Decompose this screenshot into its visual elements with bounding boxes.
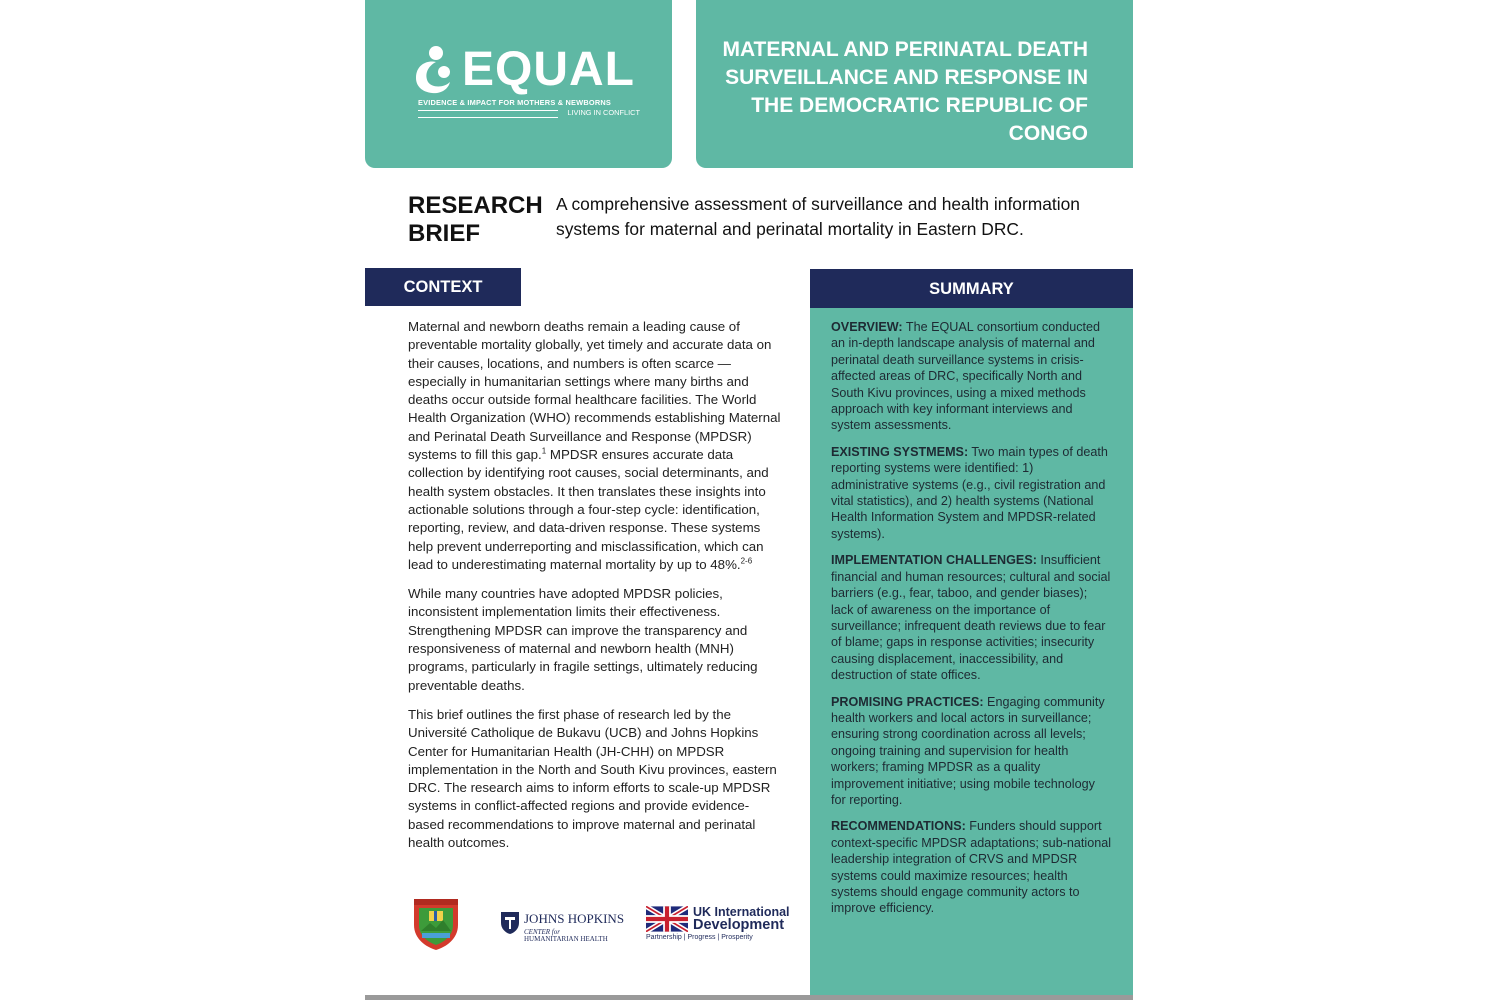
research-brief-label — [408, 192, 543, 248]
summary-label: PROMISING PRACTICES: — [831, 694, 984, 709]
jh-name: JOHNS HOPKINS — [524, 911, 625, 926]
ucb-crest-icon — [412, 895, 460, 951]
context-body — [408, 318, 784, 863]
summary-label: EXISTING SYSTMEMS: — [831, 444, 969, 459]
brief-label-line1: RESEARCH — [408, 192, 543, 219]
brief-label-line2: BRIEF — [408, 220, 480, 247]
johns-hopkins-logo — [500, 909, 625, 943]
context-paragraph-2: While many countries have adopted MPDSR policies, inconsistent implementation limits their effectiveness. Strengthening MPDSR can improve the transparency and responsiveness of maternal and newborn health (MNH) programs, particularly in fragile settings, ultimately reducing preventable deaths. — [408, 586, 758, 693]
summary-label: IMPLEMENTATION CHALLENGES: — [831, 553, 1037, 568]
summary-label: OVERVIEW: — [831, 320, 903, 334]
uk-tagline: Partnership | Progress | Prosperity — [646, 934, 753, 941]
logo-wordmark: EQUAL — [462, 43, 635, 96]
page-bottom-edge — [365, 995, 1133, 1000]
mother-baby-icon — [410, 44, 462, 96]
summary-recommendations — [831, 818, 1113, 916]
summary-heading: SUMMARY — [810, 269, 1133, 308]
summary-existing-systems — [831, 444, 1113, 542]
union-jack-icon — [646, 906, 688, 932]
summary-body — [831, 319, 1113, 927]
summary-text: Two main types of death reporting systems were identified: 1) administrative systems (e.g., civil registration and vital statistics), and 2) health systems (National Health Information System and MPDSR-related systems). — [831, 444, 1108, 541]
reference-2-6: 2-6 — [740, 556, 753, 566]
uk-line-1: UK International — [693, 905, 790, 919]
context-paragraph-3: This brief outlines the first phase of research led by the Université Catholique de Bukavu (UCB) and Johns Hopkins Center for Humanitarian Health (JH-CHH) on MPDSR implementation in the North and South Kivu provinces, eastern DRC. The research aims to inform efforts to scale-up MPDSR systems in conflict-affected regions and provide evidence-based recommendations to improve maternal and perinatal health outcomes. — [408, 706, 777, 851]
context-p1-a: Maternal and newborn deaths remain a leading cause of preventable mortality globally, yet timely and accurate data on their causes, locations, and numbers is often scarce —especially in humanitarian settings where many births and deaths occur outside formal healthcare facilities. The World Health Organization (WHO) recommends establishing Maternal and Perinatal Death Surveillance and Response (MPDSR) systems to fill this gap. — [408, 319, 781, 463]
context-paragraph-1 — [408, 318, 784, 574]
logo-tagline: EVIDENCE & IMPACT FOR MOTHERS & NEWBORNS — [418, 98, 612, 107]
jh-subtitle: CENTER for — [524, 928, 560, 936]
equal-logo — [410, 44, 640, 124]
summary-overview — [831, 319, 1113, 434]
summary-text: Funders should support context-specific MPDSR adaptations; sub-national leadership integration of CRVS and MPDSR systems could maximize resources; health systems should engage community actors to improve efficiency. — [831, 819, 1112, 916]
summary-text: Engaging community health workers and local actors in surveillance; ensuring strong coordination across all levels; ongoing training and supervision for health workers; framing MPDSR as a quality improvement initiative; using mobile technology for reporting. — [831, 694, 1105, 807]
summary-text: Insufficient financial and human resources; cultural and social barriers (e.g., fear, taboo, and gender biases); lack of awareness on the importance of surveillance; infrequent death reviews due to fear of blame; gaps in response activities; insecurity causing displacement, inaccessibility, and destruction of state offices. — [831, 553, 1111, 683]
jh-subtitle-2: HUMANITARIAN HEALTH — [524, 935, 608, 943]
context-heading: CONTEXT — [365, 268, 521, 306]
context-p1-b: MPDSR ensures accurate data collection by identifying root causes, social determinants, and health system obstacles. It then translates these insights into actionable solutions through a four-step cycle: identification, reporting, review, and data-driven response. These systems help prevent underreporting and misclassification, which can lead to underestimating maternal mortality by up to 48%. — [408, 447, 769, 572]
uk-international-development-logo — [646, 905, 790, 945]
summary-label: RECOMMENDATIONS: — [831, 819, 966, 834]
ucb-logo — [412, 895, 460, 951]
logo-tagline-2: LIVING IN CONFLICT — [567, 108, 640, 117]
uk-line-2: Development — [693, 917, 785, 933]
summary-text: The EQUAL consortium conducted an in-depth landscape analysis of maternal and perinatal death surveillance systems in crisis-affected areas of DRC, specifically North and South Kivu provinces, using a mixed methods approach with key informant interviews and system assessments. — [831, 320, 1101, 433]
brief-description: A comprehensive assessment of surveillance and health information systems for maternal and perinatal mortality in Eastern DRC. — [556, 194, 1080, 239]
summary-challenges — [831, 552, 1113, 683]
reference-1: 1 — [541, 446, 547, 456]
jh-shield-icon — [500, 911, 520, 935]
document-title: MATERNAL AND PERINATAL DEATH SURVEILLANCE AND RESPONSE IN THE DEMOCRATIC REPUBLIC OF CONGO — [722, 38, 1088, 145]
summary-practices — [831, 694, 1113, 809]
